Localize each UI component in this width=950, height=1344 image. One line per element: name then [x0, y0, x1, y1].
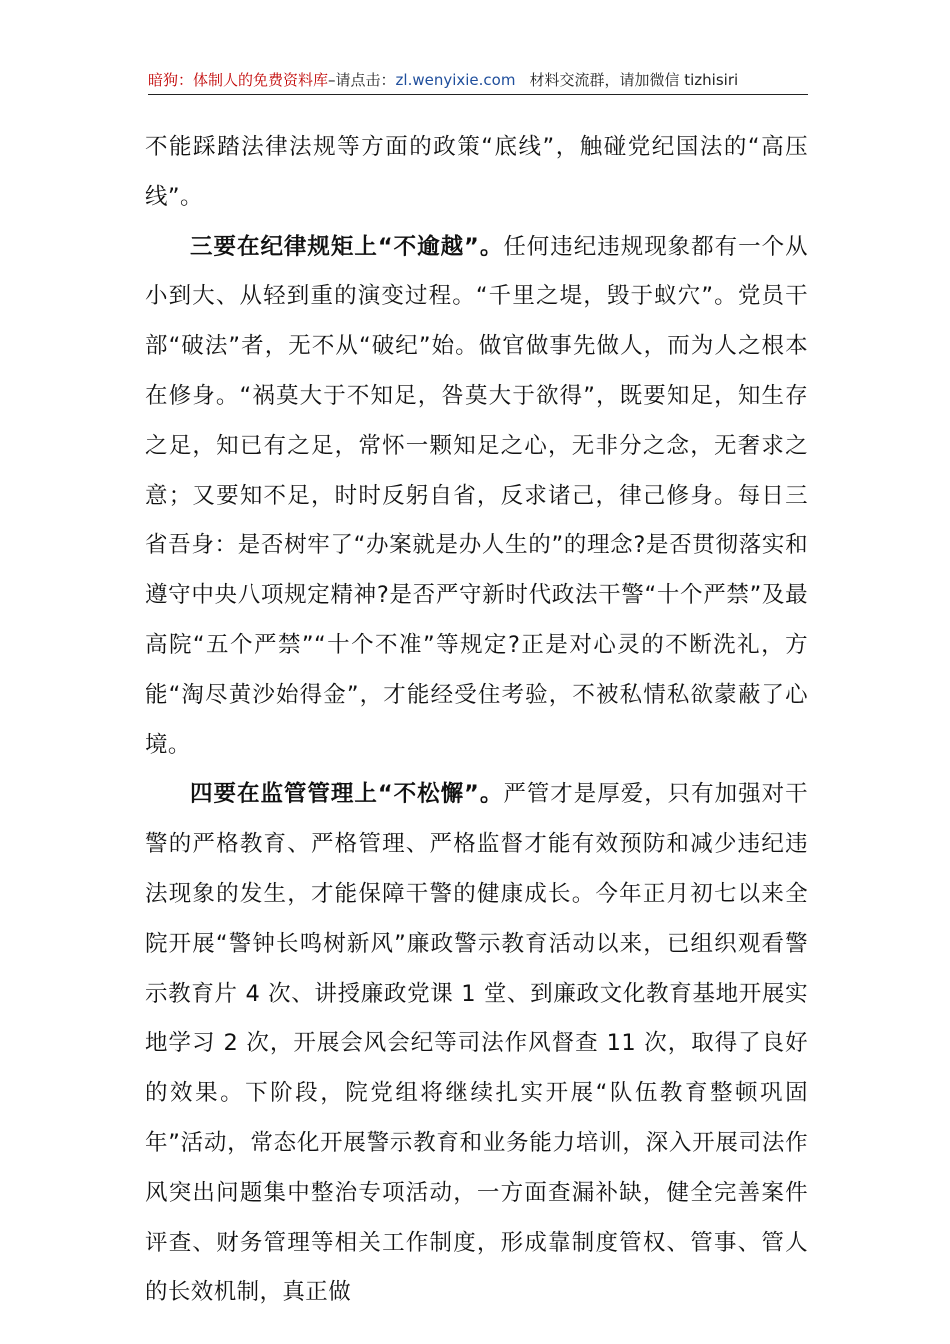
page-header	[148, 66, 808, 95]
paragraph-1	[145, 123, 808, 223]
paragraph-2	[145, 223, 808, 771]
header-site-link[interactable]: zl.wenyixie.com	[395, 71, 516, 89]
header-brand: 暗狗：体制人的免费资料库	[148, 71, 329, 89]
header-prompt: –请点击：	[328, 71, 396, 89]
document-body	[145, 123, 808, 1318]
paragraph-2-text: 任何违纪违规现象都有一个从小到大、从轻到重的演变过程。“千里之堤，毁于蚁穴”。党员干部“破法”者，无不从“破纪”始。做官做事先做人，而为人之根本在修身。“祸莫大于不知足，咎莫大于欲得”，既要知足，知生存之足，知已有之足，常怀一颗知足之心，无非分之念，无奢求之意；又要知不足，时时反躬自省，反求诸己，律己修身。每日三省吾身：是否树牢了“办案就是办人生的”的理念?是否贯彻落实和遵守中央八项规定精神?是否严守新时代政法干警“十个严禁”及最高院“五个严禁”“十个不准”等规定?正是对心灵的不断洗礼，方能“淘尽黄沙始得金”，才能经受住考验，不被私情私欲蒙蔽了心境。	[145, 233, 808, 758]
paragraph-2-heading: 三要在纪律规矩上“不逾越”。	[190, 233, 504, 260]
paragraph-3-text: 严管才是厚爱，只有加强对干警的严格教育、严格管理、严格监督才能有效预防和减少违纪违法现象的发生，才能保障干警的健康成长。今年正月初七以来全院开展“警钟长鸣树新风”廉政警示教育活动以来，已组织观看警示教育片 4 次、讲授廉政党课 1 堂、到廉政文化教育基地开展实地学习 2 次，开展会风会纪等司法作风督查 11 次，取得了良好的效果。下阶段，院党组将继续扎实开展“队伍教育整顿巩固年”活动，常态化开展警示教育和业务能力培训，深入开展司法作风突出问题集中整治专项活动，一方面查漏补缺，健全完善案件评查、财务管理等相关工作制度，形成靠制度管权、管事、管人的长效机制，真正做	[145, 781, 808, 1306]
paragraph-3	[145, 770, 808, 1318]
header-group-info: 材料交流群，请加微信 tizhisiri	[529, 71, 739, 89]
paragraph-1-text: 不能踩踏法律法规等方面的政策“底线”，触碰党纪国法的“高压线”。	[145, 134, 808, 210]
paragraph-3-heading: 四要在监管管理上“不松懈”。	[190, 781, 504, 808]
